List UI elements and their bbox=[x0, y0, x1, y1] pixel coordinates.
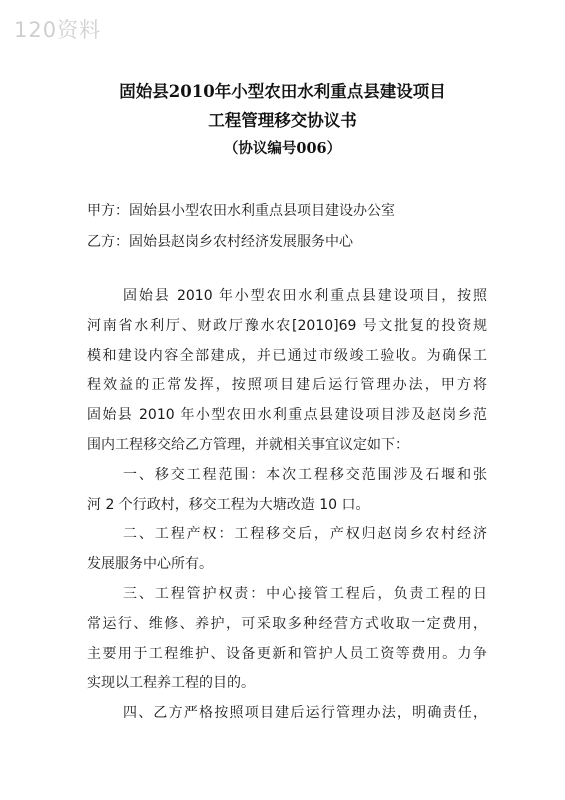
body-line: 一、移交工程范围：本次工程移交范围涉及石堰和张 bbox=[123, 466, 487, 483]
body-line: 常运行、维修、养护，可采取多种经营方式收取一定费用， bbox=[87, 615, 487, 632]
body-line: 程效益的正常发挥，按照项目建后运行管理办法，甲方将 bbox=[87, 377, 487, 394]
body-line: 围内工程移交给乙方管理，并就相关事宜议定如下： bbox=[87, 436, 409, 453]
watermark-logo: 120资料 bbox=[14, 18, 102, 42]
body-line: 三、工程管护权责：中心接管工程后，负责工程的日 bbox=[123, 585, 487, 602]
party-a: 甲方：固始县小型农田水利重点县项目建设办公室 bbox=[87, 203, 395, 219]
document-subtitle: 工程管理移交协议书 bbox=[208, 111, 357, 130]
body-line: 河南省水利厅、财政厅豫水农[2010]69 号文批复的投资规 bbox=[87, 317, 487, 334]
body-line: 固始县 2010 年小型农田水利重点县建设项目涉及赵岗乡范 bbox=[87, 407, 487, 424]
document-title: 固始县2010年小型农田水利重点县建设项目 bbox=[119, 82, 446, 101]
body-line: 发展服务中心所有。 bbox=[87, 556, 213, 573]
body-line: 主要用于工程维护、设备更新和管护人员工资等费用。力争 bbox=[87, 645, 487, 662]
body-line: 四、乙方严格按照项目建后运行管理办法，明确责任， bbox=[123, 705, 487, 722]
body-line: 固始县 2010 年小型农田水利重点县建设项目，按照 bbox=[123, 288, 487, 304]
party-b: 乙方：固始县赵岗乡农村经济发展服务中心 bbox=[87, 234, 353, 250]
body-line: 河 2 个行政村，移交工程为大塘改造 10 口。 bbox=[87, 496, 370, 513]
agreement-number: （协议编号006） bbox=[223, 140, 342, 157]
body-line: 模和建设内容全部建成，并已通过市级竣工验收。为确保工 bbox=[87, 347, 487, 364]
body-line: 实现以工程养工程的目的。 bbox=[87, 675, 255, 692]
body-line: 二、工程产权：工程移交后，产权归赵岗乡农村经济 bbox=[123, 526, 487, 543]
agreement-body bbox=[87, 282, 487, 729]
